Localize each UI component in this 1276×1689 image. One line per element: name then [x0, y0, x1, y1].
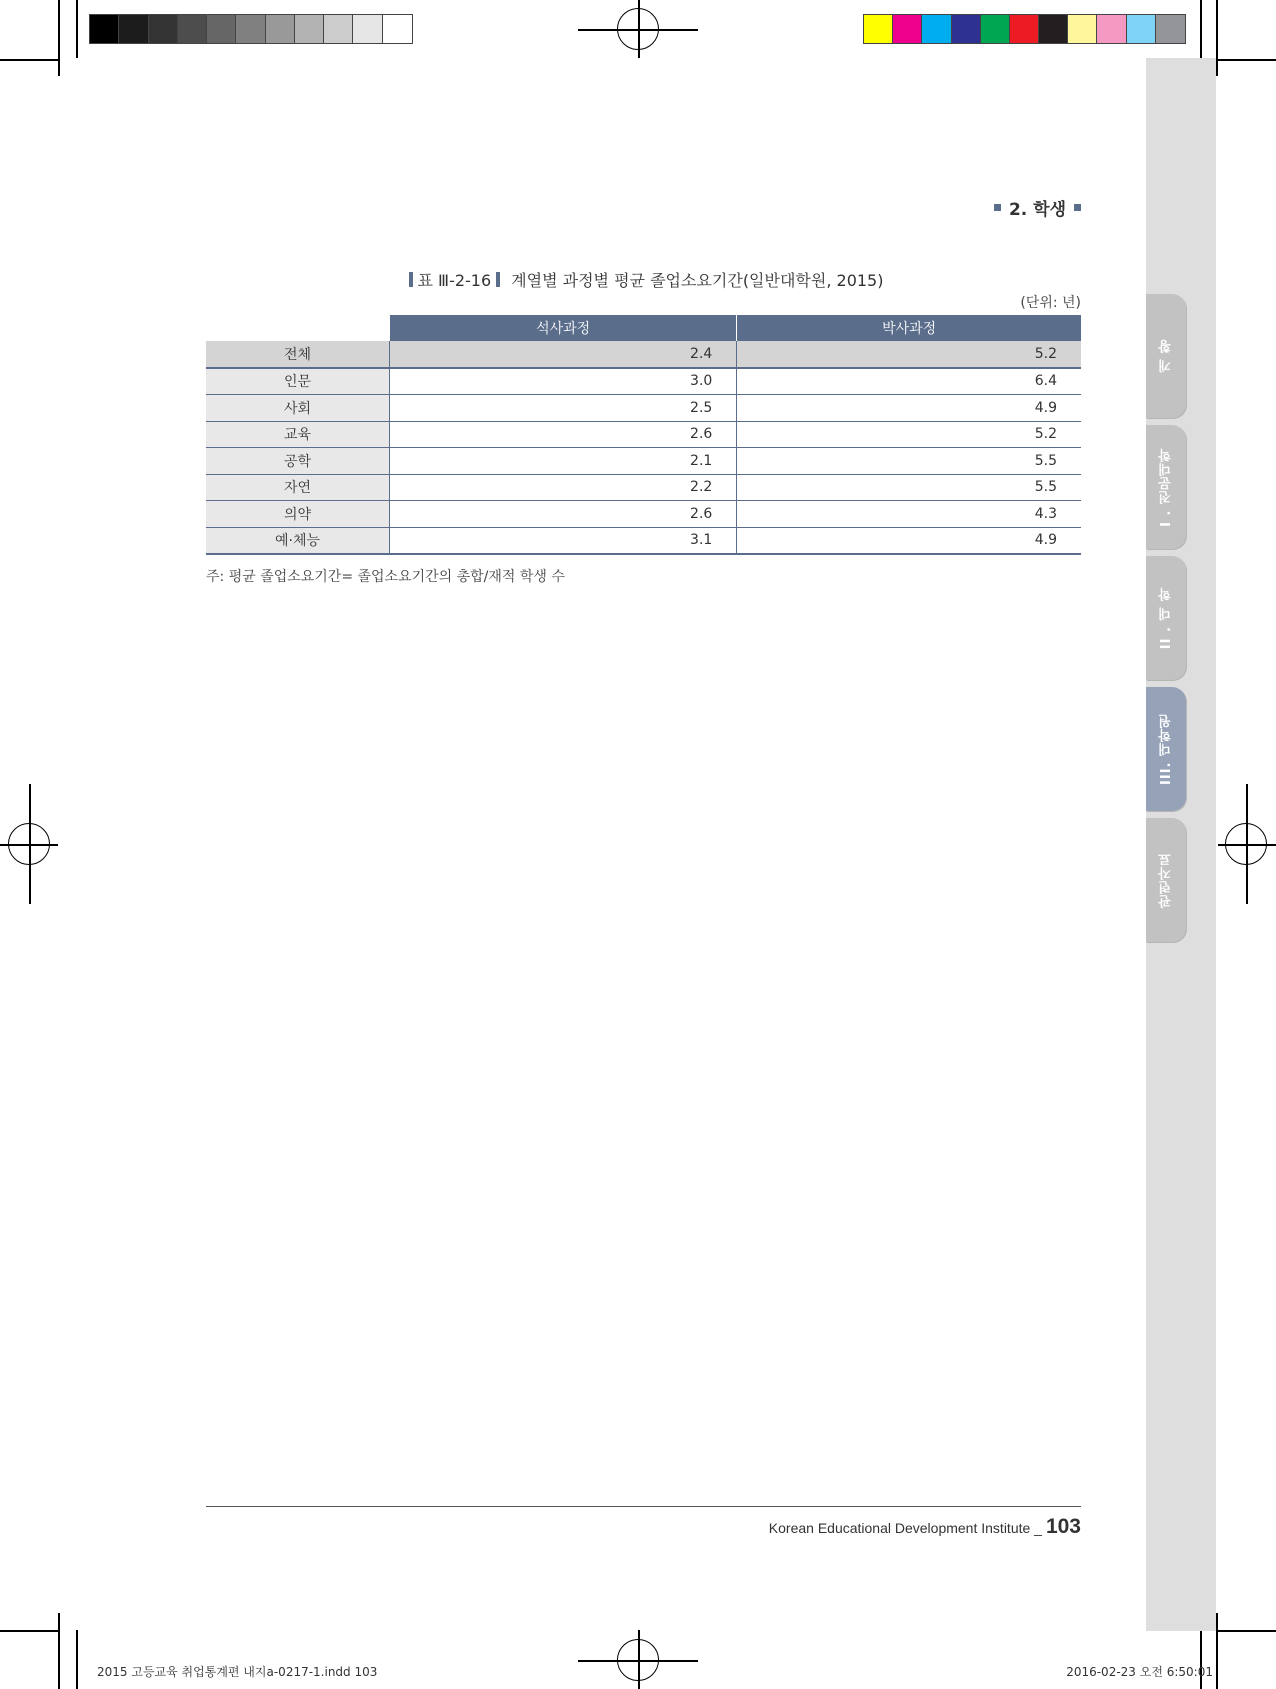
color-swatch	[1127, 15, 1156, 43]
row-category: 예·체능	[206, 527, 390, 554]
side-tab-label: III. 대학원	[1158, 713, 1174, 785]
cell-value: 2.4	[390, 341, 737, 368]
print-slug-timestamp: 2016-02-23 오전 6:50:01	[1066, 1665, 1213, 1679]
process-color-bar	[863, 14, 1186, 44]
side-tab-related-materials[interactable]	[1146, 818, 1186, 942]
cell-value: 5.5	[737, 474, 1081, 501]
page-number: 103	[1045, 1515, 1081, 1538]
color-swatch	[893, 15, 922, 43]
column-header-masters: 석사과정	[390, 315, 737, 341]
color-swatch	[981, 15, 1010, 43]
cell-value: 2.6	[390, 421, 737, 448]
header-blank-cell	[206, 315, 390, 341]
table-row	[206, 448, 1081, 475]
row-category: 인문	[206, 368, 390, 395]
color-swatch	[178, 15, 207, 43]
color-swatch	[324, 15, 353, 43]
row-category: 공학	[206, 448, 390, 475]
color-swatch	[1039, 15, 1068, 43]
row-category: 교육	[206, 421, 390, 448]
crop-mark	[0, 1630, 58, 1632]
color-swatch	[207, 15, 236, 43]
side-tab-label: II . 대 학	[1158, 586, 1174, 650]
color-swatch	[864, 15, 893, 43]
cell-value: 4.9	[737, 395, 1081, 422]
color-swatch	[383, 15, 412, 43]
side-tab-label: 관련자료	[1158, 852, 1174, 908]
side-tab-overview[interactable]	[1146, 294, 1186, 418]
table-unit: (단위: 년)	[1020, 295, 1081, 311]
table-row	[206, 341, 1081, 368]
cell-value: 2.5	[390, 395, 737, 422]
cell-value: 4.3	[737, 501, 1081, 528]
row-category: 사회	[206, 395, 390, 422]
cell-value: 3.1	[390, 527, 737, 554]
row-category: 의약	[206, 501, 390, 528]
table-title-text: 계열별 과정별 평균 졸업소요기간(일반대학원, 2015)	[511, 271, 884, 290]
crop-mark	[0, 59, 58, 61]
cell-value: 3.0	[390, 368, 737, 395]
institute-name: Korean Educational Development Institute _	[768, 1520, 1042, 1536]
crop-mark	[76, 0, 78, 58]
side-tab-label: I . 전문대학	[1158, 447, 1174, 527]
table-header-row	[206, 315, 1081, 341]
color-swatch	[119, 15, 148, 43]
color-swatch	[1097, 15, 1126, 43]
row-category: 전체	[206, 341, 390, 368]
crop-mark	[1200, 1630, 1202, 1689]
page-footer	[769, 1515, 1081, 1539]
grayscale-color-bar	[89, 14, 413, 44]
crop-mark	[1216, 0, 1218, 76]
table-row	[206, 501, 1081, 528]
footer-divider	[206, 1506, 1081, 1507]
cell-value: 2.6	[390, 501, 737, 528]
data-table	[206, 315, 1081, 555]
color-swatch	[266, 15, 295, 43]
side-tab-label: 개 황	[1158, 339, 1174, 373]
table-title	[206, 268, 1081, 291]
square-bullet-icon	[994, 204, 1001, 211]
table-number: 표 Ⅲ-2-16	[417, 271, 492, 290]
color-swatch	[236, 15, 265, 43]
color-swatch	[295, 15, 324, 43]
color-swatch	[1010, 15, 1039, 43]
side-tab-graduate-school[interactable]	[1146, 687, 1186, 811]
print-slug-file: 2015 고등교육 취업통계편 내지a-0217-1.indd 103	[97, 1665, 378, 1679]
color-swatch	[353, 15, 382, 43]
color-swatch	[952, 15, 981, 43]
color-swatch	[1156, 15, 1185, 43]
table-row	[206, 421, 1081, 448]
square-bullet-icon	[1074, 204, 1081, 211]
cell-value: 5.5	[737, 448, 1081, 475]
section-title: 2. 학생	[1008, 200, 1066, 220]
cell-value: 2.1	[390, 448, 737, 475]
side-tab-junior-college[interactable]	[1146, 425, 1186, 549]
crop-mark	[1200, 0, 1202, 58]
side-tab-university[interactable]	[1146, 556, 1186, 680]
cell-value: 5.2	[737, 421, 1081, 448]
table-row	[206, 395, 1081, 422]
color-swatch	[922, 15, 951, 43]
table-footnote: 주: 평균 졸업소요기간= 졸업소요기간의 총합/재적 학생 수	[206, 569, 565, 585]
crop-mark	[1216, 1630, 1276, 1632]
section-header	[994, 195, 1081, 220]
cell-value: 6.4	[737, 368, 1081, 395]
title-bar-icon	[409, 272, 413, 287]
cell-value: 2.2	[390, 474, 737, 501]
table-row	[206, 474, 1081, 501]
color-swatch	[1068, 15, 1097, 43]
cell-value: 5.2	[737, 341, 1081, 368]
row-category: 자연	[206, 474, 390, 501]
crop-mark	[58, 1613, 60, 1689]
table-row	[206, 368, 1081, 395]
crop-mark	[1216, 59, 1276, 61]
column-header-doctoral: 박사과정	[737, 315, 1081, 341]
table-row	[206, 527, 1081, 554]
crop-mark	[1216, 1613, 1218, 1689]
crop-mark	[58, 0, 60, 76]
cell-value: 4.9	[737, 527, 1081, 554]
crop-mark	[76, 1630, 78, 1689]
color-swatch	[90, 15, 119, 43]
title-bar-icon	[496, 272, 500, 287]
color-swatch	[149, 15, 178, 43]
